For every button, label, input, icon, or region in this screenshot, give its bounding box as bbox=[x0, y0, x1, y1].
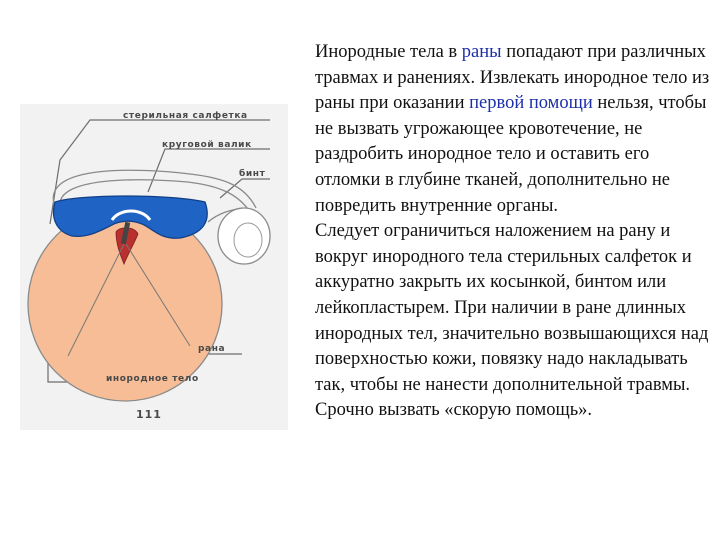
label-circular-ring: круговой валик bbox=[162, 140, 252, 150]
body-text bbox=[315, 40, 715, 424]
label-foreign-body: инородное тело bbox=[106, 374, 199, 384]
p1-text-3: нельзя, чтобы не вызвать угрожающее кровотечение, не раздробить инородное тело и оставить его отломки в глубине тканей, дополнительно не повредить внутренние органы. bbox=[315, 93, 707, 216]
label-wound: рана bbox=[198, 344, 226, 354]
label-bandage: бинт bbox=[239, 169, 266, 179]
p1-text-2: попадают при различных травмах и ранениях. Извлекать инородное тело из раны при оказании bbox=[315, 42, 710, 114]
paragraph-2: Следует ограничиться наложением на рану и вокруг инородного тела стерильных салфеток и аккуратно закрыть их косынкой, бинтом или лейкопластырем. При наличии в ране длинных инородных тел, значительно возвышающихся над поверхностью кожи, повязку надо накладывать так, чтобы не нанести дополнительной травмы. Срочно вызвать «скорую помощь». bbox=[315, 221, 709, 421]
link-wounds[interactable]: раны bbox=[461, 42, 502, 62]
figure-number: 111 bbox=[136, 408, 162, 421]
paragraph-1 bbox=[315, 40, 715, 219]
link-first-aid[interactable]: первой помощи bbox=[469, 93, 593, 114]
foreign-body-bandage-figure bbox=[20, 104, 288, 430]
bandage-roll bbox=[218, 208, 270, 264]
p1-text-1: Инородные тела в bbox=[315, 42, 462, 62]
label-sterile-napkin: стерильная салфетка bbox=[123, 111, 248, 121]
